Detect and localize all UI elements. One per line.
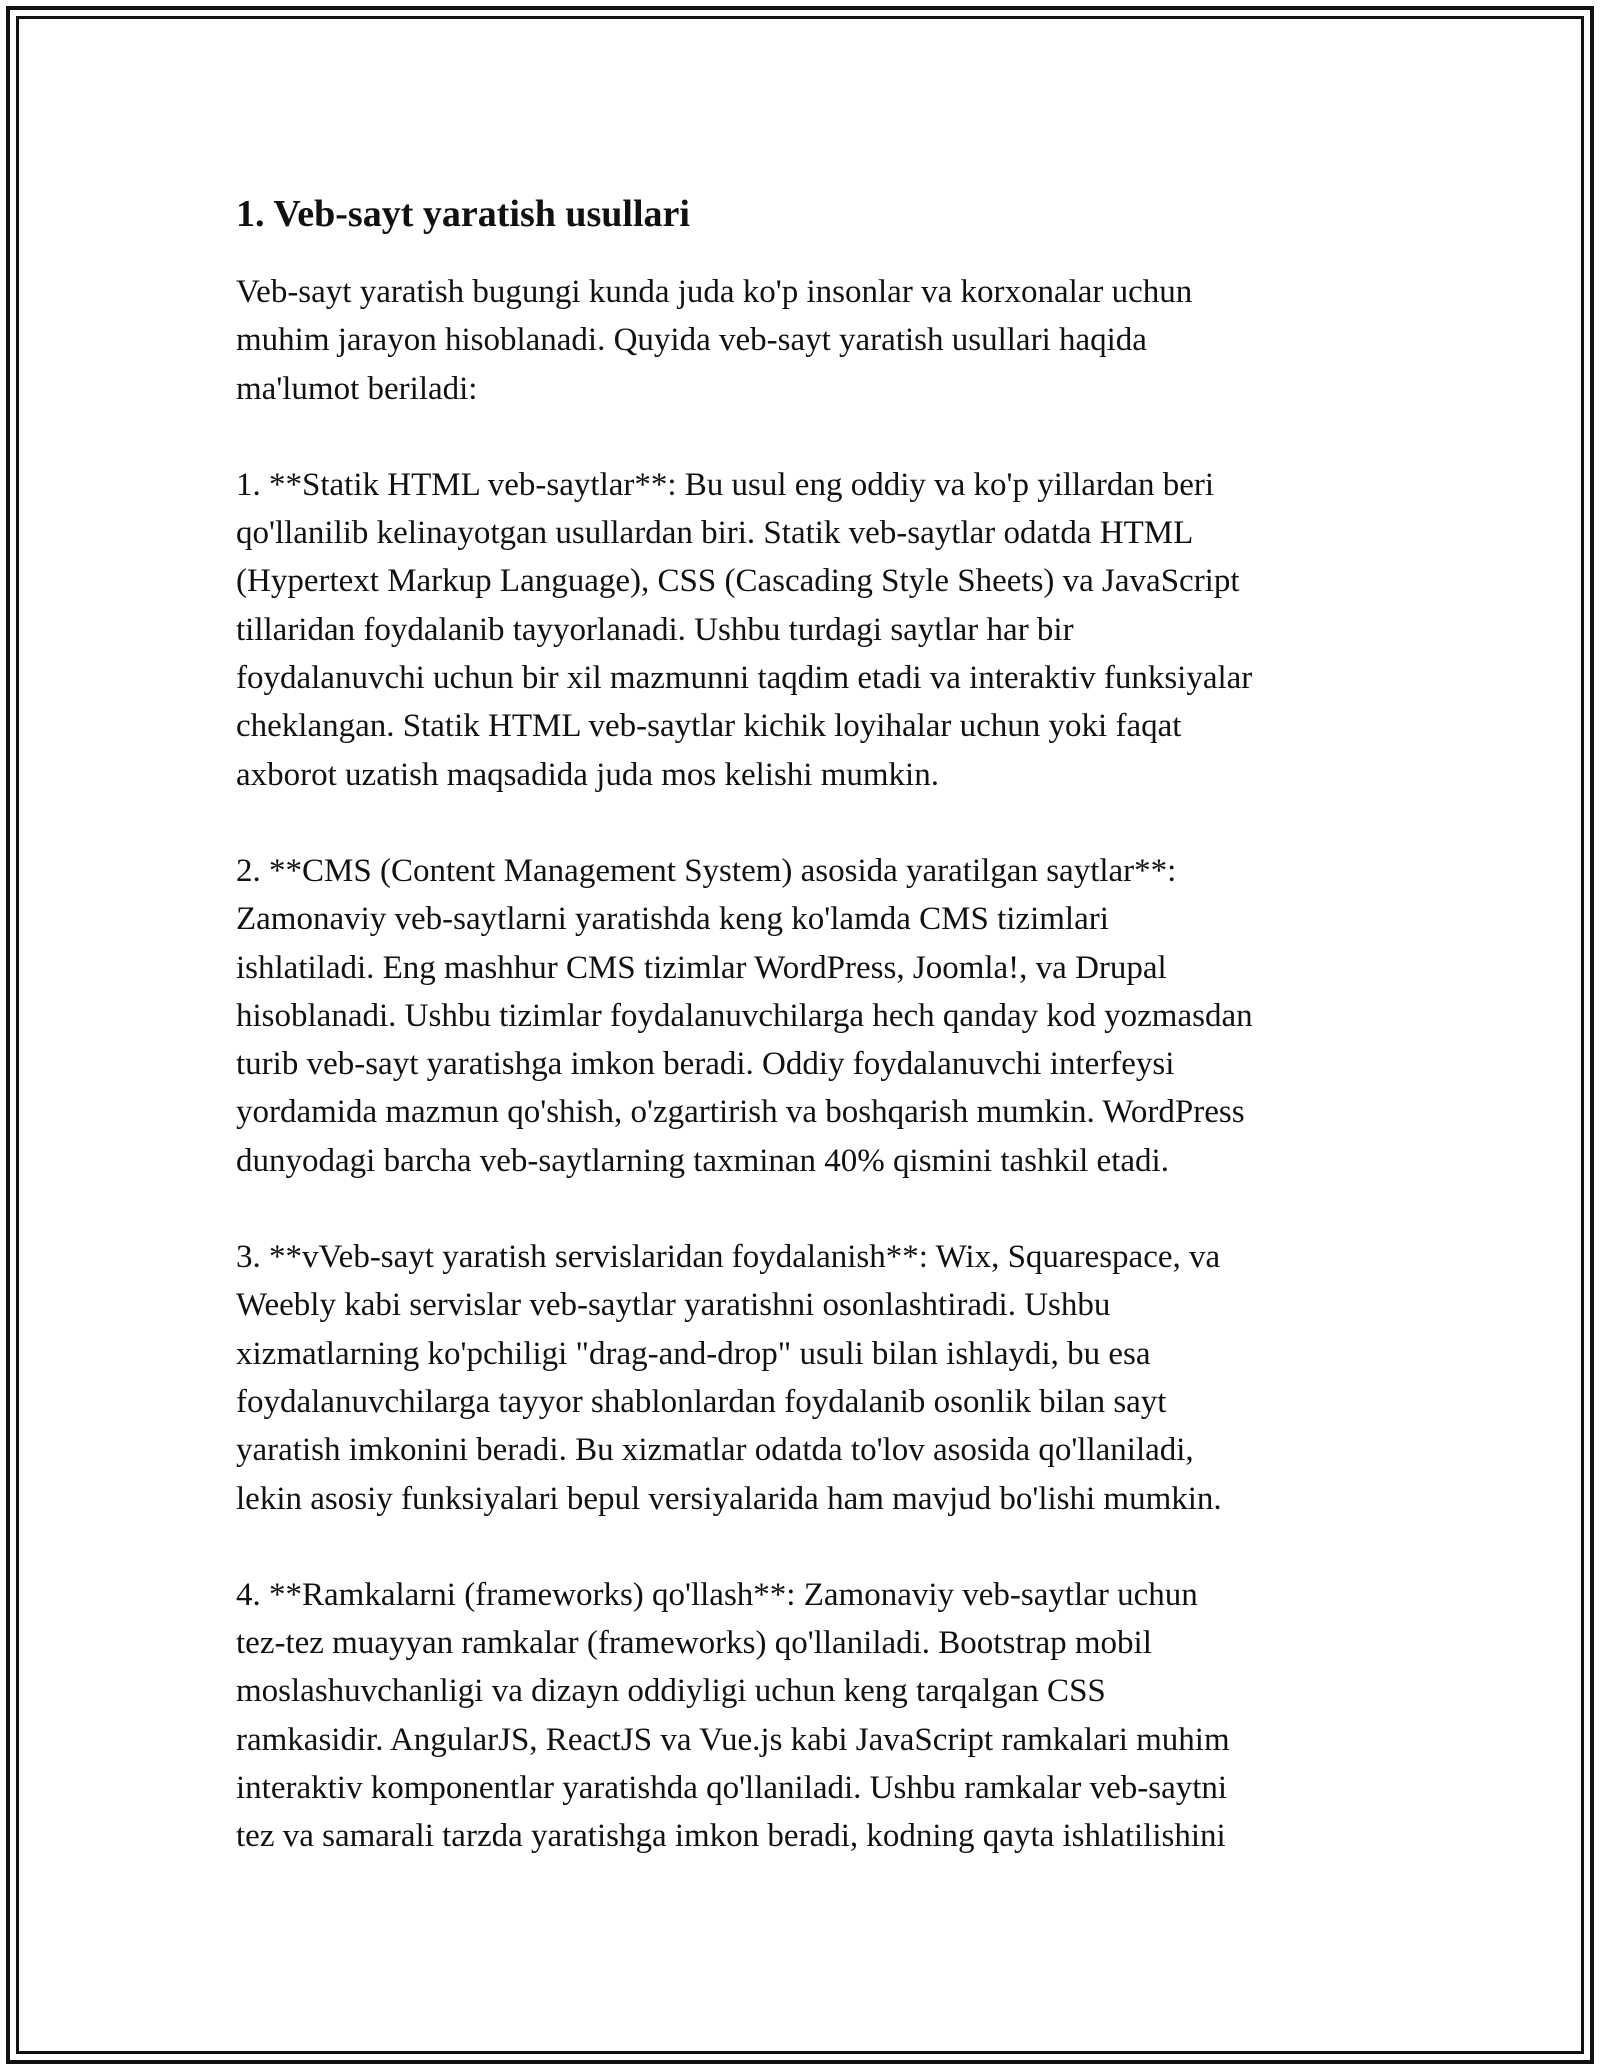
text-line: moslashuvchanligi va dizayn oddiyligi uchun keng tarqalgan CSS [236, 1673, 1106, 1710]
text-line: lekin asosiy funksiyalari bepul versiyalarida ham mavjud bo'lishi mumkin. [236, 1480, 1222, 1517]
text-line: ramkasidir. AngularJS, ReactJS va Vue.js kabi JavaScript ramkalari muhim [236, 1721, 1230, 1758]
text-line: 4. **Ramkalarni (frameworks) qo'llash**: Zamonaviy veb-saytlar uchun [236, 1576, 1198, 1613]
text-line: dunyodagi barcha veb-saytlarning taxminan 40% qismini tashkil etadi. [236, 1142, 1169, 1179]
text-line: 3. **vVeb-sayt yaratish servislaridan foydalanish**: Wix, Squarespace, va [236, 1239, 1221, 1276]
text-line: qo'llanilib kelinayotgan usullardan biri. Statik veb-saytlar odatda HTML [236, 515, 1194, 552]
text-line: 1. **Statik HTML veb-saytlar**: Bu usul eng oddiy va ko'p yillardan beri [236, 466, 1215, 503]
text-line: Veb-sayt yaratish bugungi kunda juda ko'p insonlar va korxonalar uchun [236, 274, 1193, 310]
text-line: 2. **CMS (Content Management System) asosida yaratilgan saytlar**: [236, 852, 1177, 889]
text-line: axborot uzatish maqsadida juda mos kelishi mumkin. [236, 756, 939, 793]
text-line: xizmatlarning ko'pchiligi "drag-and-drop" usuli bilan ishlaydi, bu esa [236, 1335, 1151, 1372]
text-line: tez va samarali tarzda yaratishga imkon beradi, kodning qayta ishlatilishini [236, 1818, 1226, 1855]
text-line: Weebly kabi servislar veb-saytlar yaratishni osonlashtiradi. Ushbu [236, 1287, 1111, 1324]
section-heading: 1. Veb-sayt yaratish usullari [236, 193, 690, 235]
document-body [236, 188, 1386, 1909]
paragraph-website-builders [236, 1233, 1386, 1523]
text-line: ishlatiladi. Eng mashhur CMS tizimlar WordPress, Joomla!, va Drupal [236, 949, 1167, 986]
paragraph-static-html [236, 461, 1386, 799]
text-line: hisoblanadi. Ushbu tizimlar foydalanuvchilarga hech qanday kod yozmasdan [236, 997, 1253, 1034]
text-line: tillaridan foydalanib tayyorlanadi. Ushbu turdagi saytlar har bir [236, 611, 1074, 648]
text-line: tez-tez muayyan ramkalar (frameworks) qo'llaniladi. Bootstrap mobil [236, 1625, 1152, 1662]
text-line: foydalanuvchi uchun bir xil mazmunni taqdim etadi va interaktiv funksiyalar [236, 660, 1253, 697]
paragraph-cms [236, 847, 1386, 1185]
paragraph-frameworks [236, 1571, 1386, 1861]
text-line: cheklangan. Statik HTML veb-saytlar kichik loyihalar uchun yoki faqat [236, 708, 1182, 745]
text-line: yordamida mazmun qo'shish, o'zgartirish va boshqarish mumkin. WordPress [236, 1094, 1245, 1131]
text-line: yaratish imkonini beradi. Bu xizmatlar odatda to'lov asosida qo'llaniladi, [236, 1432, 1194, 1469]
text-line: (Hypertext Markup Language), CSS (Cascading Style Sheets) va JavaScript [236, 563, 1240, 600]
text-line: ma'lumot beriladi: [236, 370, 478, 407]
intro-paragraph [236, 268, 1386, 413]
text-line: muhim jarayon hisoblanadi. Quyida veb-sayt yaratish usullari haqida [236, 322, 1147, 359]
text-line: turib veb-sayt yaratishga imkon beradi. Oddiy foydalanuvchi interfeysi [236, 1046, 1175, 1083]
text-line: Zamonaviy veb-saytlarni yaratishda keng ko'lamda CMS tizimlari [236, 901, 1109, 938]
text-line: interaktiv komponentlar yaratishda qo'llaniladi. Ushbu ramkalar veb-saytni [236, 1770, 1228, 1807]
text-line: foydalanuvchilarga tayyor shablonlardan foydalanib osonlik bilan sayt [236, 1383, 1167, 1420]
